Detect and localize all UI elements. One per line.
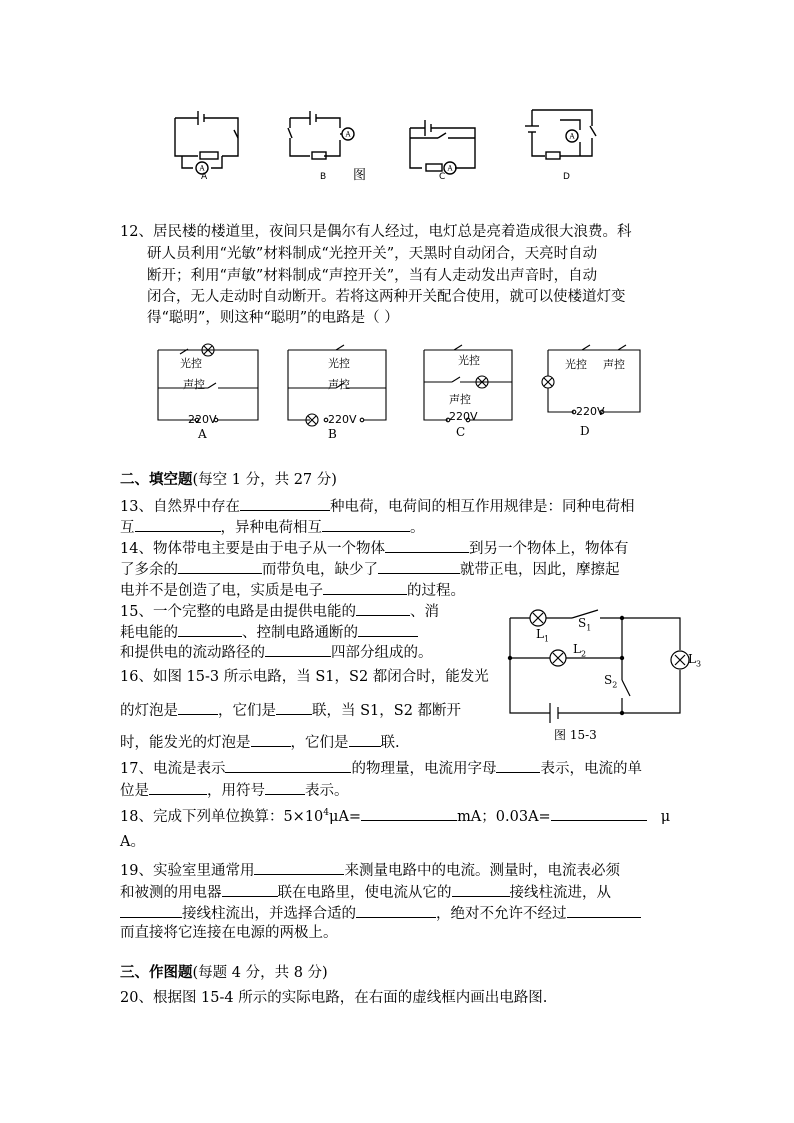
svg-text:A: A [447, 164, 453, 173]
q18-exponent: 4 [323, 808, 330, 818]
q16-blank-4[interactable] [349, 731, 381, 747]
q14-text-4: 而带负电，缺少了 [262, 562, 378, 578]
q15-line-1 [120, 600, 439, 623]
q13-blank-2[interactable] [135, 516, 221, 532]
q13-text-4: ，异种电荷相互 [220, 520, 322, 536]
q12-line-3: 断开；利用“声敏”材料制成“声控开关”，当有人走动发出声音时，自动 [147, 268, 598, 284]
q19-line-3 [120, 902, 641, 925]
q15-text-1: 15、一个完整的电路是由提供电能的 [120, 604, 356, 620]
q17-text-2: 的物理量，电流用字母 [351, 761, 497, 777]
q19-text-2: 来测量电路中的电流。测量时，电流表必须 [344, 863, 620, 879]
svg-text:A: A [345, 130, 351, 139]
fig153-s2: $S_2$ [604, 673, 618, 690]
q14-text-1: 14、物体带电主要是由于电子从一个物体 [120, 541, 385, 557]
q17-blank-1[interactable] [225, 757, 351, 773]
q19-text-3: 和被测的用电器 [120, 885, 222, 901]
q17-text-5: ，用符号 [207, 783, 265, 799]
q16-blank-3[interactable] [251, 731, 291, 747]
q14-blank-2[interactable] [178, 558, 262, 574]
fig153-l1: $L_1$ [536, 627, 550, 644]
q14-blank-1[interactable] [385, 537, 469, 553]
q18-text-4: μ [660, 808, 671, 825]
q12-a-voltage: 220V [188, 413, 217, 426]
q15-text-2: 、消 [409, 604, 439, 620]
q17-blank-2[interactable] [496, 757, 540, 773]
q16-text-6: ，它们是 [290, 735, 349, 751]
section3-title: 三、作图题 [120, 964, 193, 981]
q12-line-4: 闭合，无人走动时自动断开。若将这两种开关配合使用，就可以使楼道灯变 [147, 289, 626, 305]
q16-line-3 [120, 731, 400, 754]
q16-text-5: 时，能发光的灯泡是 [120, 735, 251, 751]
q15-text-5: 和提供电的流动路径的 [120, 645, 265, 661]
q13-blank-1[interactable] [240, 495, 330, 511]
q12-option-d: D [580, 424, 590, 438]
q18-text-2: μA= [329, 808, 362, 825]
q18-blank-1[interactable] [361, 805, 457, 821]
q19-text-5: 接线柱流进，从 [509, 885, 611, 901]
q12-b-light-label: 光控 [328, 357, 350, 370]
q14-text-7: 的过程。 [407, 583, 465, 599]
q17-blank-4[interactable] [265, 779, 305, 795]
q14-text-3: 了多余的 [120, 562, 178, 578]
q16-blank-2[interactable] [276, 699, 312, 715]
q12-a-light-label: 光控 [180, 357, 202, 370]
q19-blank-6[interactable] [567, 902, 641, 918]
q14-line-1 [120, 537, 628, 560]
fig11-label-c: C [439, 172, 446, 182]
q15-blank-4[interactable] [265, 641, 331, 657]
q19-text-7: ，绝对不允许不经过 [436, 906, 567, 922]
q19-line-1 [120, 859, 620, 882]
q12-option-b: B [328, 427, 337, 441]
q12-c-sound-label: 声控 [449, 393, 471, 406]
q13-text-1: 13、自然界中存在 [120, 499, 240, 515]
q18-blank-2[interactable] [551, 805, 647, 821]
q14-line-3 [120, 579, 465, 602]
q12-line-2: 研人员利用“光敏”材料制成“光控开关”，天黑时自动闭合，天亮时自动 [147, 246, 598, 262]
fig153-l3: $L_3$ [688, 652, 702, 669]
q18-text-3: mA；0.03A= [457, 808, 551, 825]
q19-blank-3[interactable] [452, 881, 510, 897]
q16-line-2 [120, 699, 461, 722]
q14-blank-4[interactable] [323, 579, 407, 595]
q14-text-2: 到另一个物体上，物体有 [468, 541, 629, 557]
q12-c-voltage: 220V [449, 410, 478, 423]
q12-c-light-label: 光控 [458, 354, 480, 367]
q19-text-4: 联在电路里，使电流从它的 [277, 885, 452, 901]
q13-text-5: 。 [410, 520, 425, 536]
q16-text-3: ，它们是 [218, 703, 276, 719]
figure-q11-circuits [160, 98, 620, 188]
q13-text-2: 种电荷，电荷间的相互作用规律是：同种电荷相 [329, 499, 635, 515]
q20-text: 20、根据图 15-4 所示的实际电路，在右面的虚线框内画出电路图. [120, 990, 548, 1006]
q12-d-sound-label: 声控 [603, 358, 625, 371]
q12-b-sound-label: 声控 [328, 378, 350, 391]
q12-option-a: A [198, 427, 207, 441]
fig153-l2: $L_2$ [573, 642, 587, 659]
q15-text-4: 、控制电路通断的 [242, 625, 358, 641]
q17-line-2 [120, 779, 349, 802]
q19-line-2 [120, 881, 611, 904]
q17-blank-3[interactable] [149, 779, 207, 795]
q13-line-2 [120, 516, 425, 539]
q14-blank-3[interactable] [378, 558, 460, 574]
q19-text-6: 接线柱流出，并选择合适的 [182, 906, 356, 922]
q15-text-6: 四部分组成的。 [331, 645, 433, 661]
section3-note: (每题 4 分，共 8 分) [192, 965, 328, 981]
q19-line-4: 而直接将它连接在电源的两极上。 [120, 925, 338, 941]
q15-blank-3[interactable] [358, 621, 418, 637]
q12-a-sound-label: 声控 [183, 378, 205, 391]
svg-text:A: A [569, 132, 575, 141]
q13-blank-3[interactable] [322, 516, 410, 532]
q16-blank-1[interactable] [178, 699, 218, 715]
q15-blank-2[interactable] [178, 621, 242, 637]
figure-15-3 [500, 598, 710, 723]
q17-text-4: 位是 [120, 783, 149, 799]
q17-text-3: 表示，电流的单 [540, 761, 642, 777]
q18-line-1 [120, 803, 670, 828]
q12-d-light-label: 光控 [565, 358, 587, 371]
q12-line-5: 得“聪明”，则这种“聪明”的电路是（ ） [147, 310, 399, 326]
q12-line-1: 12、居民楼的楼道里，夜间只是偶尔有人经过，电灯总是亮着造成很大浪费。科 [120, 224, 632, 240]
q19-text-1: 19、实验室里通常用 [120, 863, 255, 879]
fig153-caption: 图 15-3 [554, 728, 597, 742]
q19-blank-1[interactable] [254, 859, 344, 875]
section3-heading [120, 962, 328, 984]
fig153-s1: $S_1$ [578, 616, 592, 633]
q14-text-6: 电并不是创造了电，实质是电子 [120, 583, 323, 599]
q15-text-3: 耗电能的 [120, 625, 178, 641]
q19-blank-5[interactable] [356, 902, 436, 918]
q12-option-c: C [456, 425, 466, 439]
q19-blank-2[interactable] [222, 881, 278, 897]
q12-b-voltage: 220V [328, 413, 357, 426]
q19-blank-4[interactable] [120, 902, 182, 918]
q16-text-2: 的灯泡是 [120, 703, 178, 719]
q18-line-2: A。 [120, 834, 145, 850]
q16-text-4: 联，当 S1，S2 都断开 [312, 703, 462, 719]
q18-text-1: 18、完成下列单位换算：5×10 [120, 808, 324, 825]
q13-line-1 [120, 495, 634, 518]
q14-text-5: 就带正电，因此，摩擦起 [460, 562, 620, 578]
fig11-caption: 图 [353, 168, 367, 183]
q16-text-7: 联. [380, 735, 400, 751]
q15-line-3 [120, 641, 433, 664]
section2-note: (每空 1 分，共 27 分) [192, 472, 337, 488]
q16-line-1: 16、如图 15-3 所示电路，当 S1，S2 都闭合时，能发光 [120, 669, 489, 685]
fig11-label-d: D [563, 172, 570, 182]
svg-text:A: A [199, 164, 205, 173]
fig11-label-a: A [201, 172, 208, 182]
q12-d-voltage: 220V [576, 405, 605, 418]
q15-blank-1[interactable] [356, 600, 410, 616]
section2-title: 二、填空题 [120, 471, 193, 488]
q13-text-3: 互 [120, 520, 135, 536]
figure-q12-circuits [150, 340, 650, 430]
q17-line-1 [120, 757, 642, 780]
section2-heading [120, 469, 337, 491]
q17-text-1: 17、电流是表示 [120, 761, 226, 777]
fig11-label-b: B [320, 172, 327, 182]
q17-text-6: 表示。 [305, 783, 349, 799]
q14-line-2 [120, 558, 620, 581]
